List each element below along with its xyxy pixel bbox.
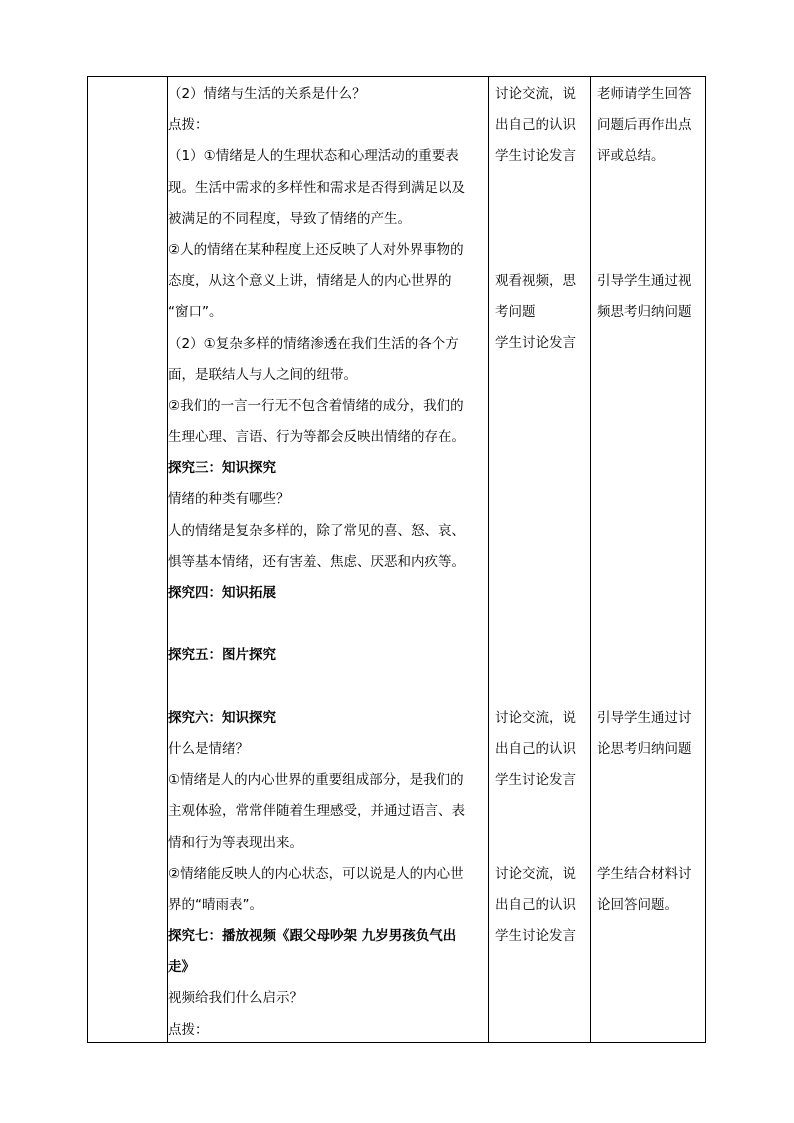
student-activity-block	[495, 266, 587, 360]
content-line: 走》	[168, 959, 195, 976]
content-line: 被满足的不同程度，导致了情绪的产生。	[168, 210, 411, 227]
content-line: 态度，从这个意义上讲，情绪是人的内心世界的	[168, 273, 452, 290]
content-line: 什么是情绪？	[168, 740, 249, 757]
cell-line: 学生结合材料讨	[597, 866, 692, 882]
content-line: 点拨：	[168, 1021, 209, 1038]
cell-line: 问题后再作出点	[597, 117, 692, 134]
cell-line: 讨论交流，说	[495, 710, 576, 726]
content-line: 视频给我们什么启示？	[168, 990, 303, 1007]
content-line: （2）①复杂多样的情绪渗透在我们生活的各个方	[168, 335, 459, 352]
content-line: 主观体验，常常伴随着生理感受，并通过语言、表	[168, 803, 465, 820]
cell-line: 论思考归纳问题	[597, 741, 692, 758]
cell-line: 讨论交流，说	[495, 866, 576, 882]
content-line: （1）①情绪是人的生理状态和心理活动的重要表	[168, 148, 459, 165]
column-divider	[488, 77, 489, 1042]
content-line: 情和行为等表现出来。	[168, 834, 303, 851]
content-line: ②我们的一言一行无不包含着情绪的成分，我们的	[168, 397, 464, 414]
content-line	[168, 609, 488, 640]
student-activity-block	[495, 703, 587, 797]
cell-line: 评或总结。	[597, 148, 665, 165]
cell-line: 出自己的认识	[495, 117, 576, 134]
cell-line: 老师请学生回答	[597, 86, 692, 102]
content-line: 情绪的种类有哪些？	[168, 491, 290, 508]
content-line: （2）情绪与生活的关系是什么？	[168, 86, 366, 102]
cell-line: 出自己的认识	[495, 741, 576, 758]
content-line: 现。生活中需求的多样性和需求是否得到满足以及	[168, 179, 465, 196]
cell-line: 引导学生通过视	[597, 273, 692, 289]
content-line: 探究五：图片探究	[168, 647, 276, 664]
content-line: “窗口”。	[168, 304, 223, 321]
design-intent-block	[597, 79, 707, 173]
cell-line: 出自己的认识	[495, 897, 576, 914]
content-line: 探究四：知识拓展	[168, 585, 276, 601]
lesson-plan-table	[87, 76, 706, 1043]
content-line: 面，是联结人与人之间的纽带。	[168, 366, 357, 383]
teaching-content-column	[168, 79, 488, 1046]
student-activity-block	[495, 79, 587, 173]
cell-line: 学生讨论发言	[495, 772, 576, 789]
cell-line: 引导学生通过讨	[597, 710, 692, 726]
design-intent-block	[597, 703, 707, 765]
student-activity-block	[495, 859, 587, 953]
content-line: ①情绪是人的内心世界的重要组成部分，是我们的	[168, 772, 464, 789]
content-line: 生理心理、言语、行为等都会反映出情绪的存在。	[168, 429, 465, 446]
cell-line: 频思考归纳问题	[597, 304, 692, 321]
content-line: 惧等基本情绪，还有害羞、焦虑、厌恶和内疚等。	[168, 553, 465, 570]
content-line	[168, 672, 488, 703]
design-intent-block	[597, 859, 707, 921]
content-line: ②人的情绪在某种程度上还反映了人对外界事物的	[168, 241, 464, 258]
design-intent-block	[597, 266, 707, 328]
cell-line: 讨论交流，说	[495, 86, 576, 102]
content-line: 人的情绪是复杂多样的，除了常见的喜、怒、哀、	[168, 522, 465, 539]
column-divider	[590, 77, 591, 1042]
cell-line: 学生讨论发言	[495, 335, 576, 352]
content-line: 界的“晴雨表”。	[168, 896, 263, 913]
content-line: ②情绪能反映人的内心状态，可以说是人的内心世	[168, 865, 464, 882]
cell-line: 考问题	[495, 304, 536, 321]
content-line: 探究三：知识探究	[168, 460, 276, 477]
cell-line: 学生讨论发言	[495, 928, 576, 945]
content-line: 探究六：知识探究	[168, 709, 276, 726]
content-line: 探究七：播放视频《跟父母吵架 九岁男孩负气出	[168, 928, 457, 945]
content-line: 点拨：	[168, 117, 209, 134]
cell-line: 论回答问题。	[597, 897, 678, 914]
cell-line: 观看视频，思	[495, 273, 576, 289]
cell-line: 学生讨论发言	[495, 148, 576, 165]
